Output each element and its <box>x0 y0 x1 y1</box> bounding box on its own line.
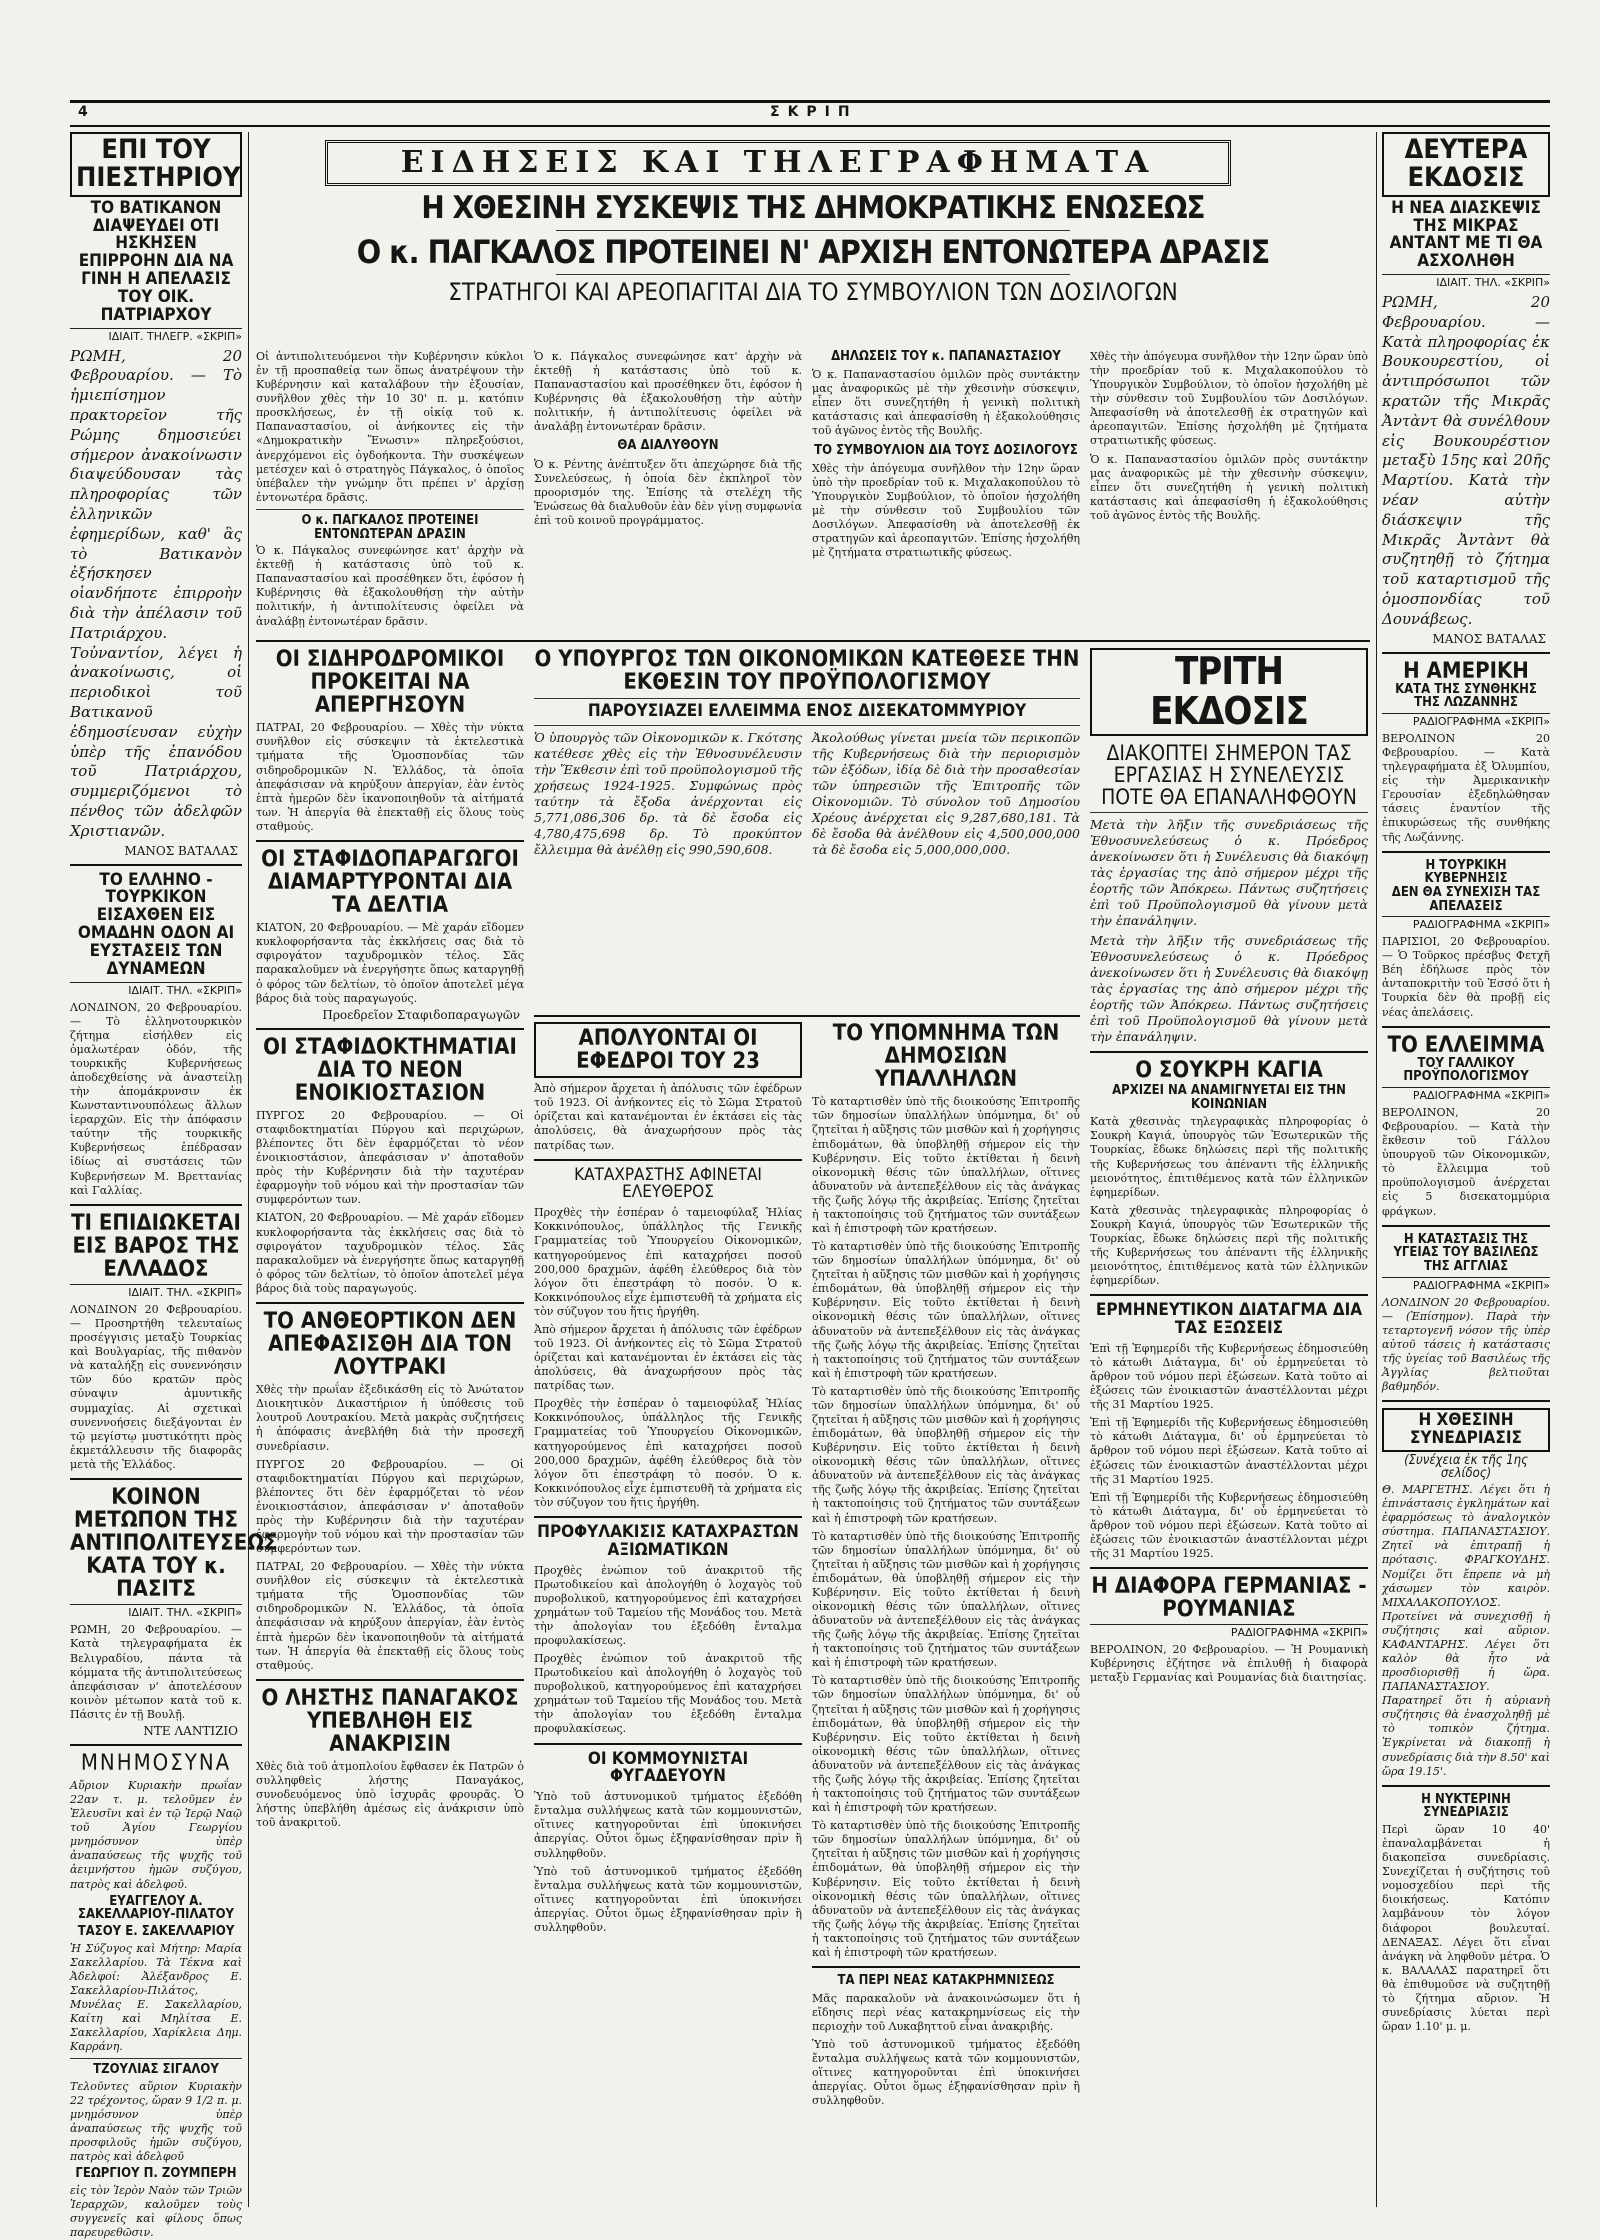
railway-headline: ΟΙ ΣΙΔΗΡΟΔΡΟΜΙΚΟΙ ΠΡΟΚΕΙΤΑΙ ΝΑ ΑΠΕΡΓΗΣΟΥΝ <box>275 647 505 719</box>
divider <box>812 1966 1080 1968</box>
third-edition-column <box>1090 648 1368 2208</box>
left-memorial-4-name: ΓΕΩΡΓΙΟΥ Π. ΖΟΥΜΠΕΡΗ <box>75 2166 237 2182</box>
divider <box>256 1028 524 1030</box>
embezzler-headline: ΚΑΤΑΧΡΑΣΤΗΣ ΑΦΙΝΕΤΑΙ ΕΛΕΥΘΕΡΟΣ <box>574 1164 762 1203</box>
right-signature-1: ΜΑΝΟΣ ΒΑΤΑΛΑΣ <box>1432 631 1546 646</box>
budget-subheadline: ΠΑΡΟΥΣΙΑΖΕΙ ΕΛΛΕΙΜΜΑ ΕΝΟΣ ΔΙΣΕΚΑΤΟΜΜΥΡΙΟΥ <box>587 701 1027 722</box>
reservists-headline: ΑΠΟΛΥΟΝΤΑΙ ΟΙ ΕΦΕΔΡΟΙ ΤΟΥ 23 <box>534 1022 802 1078</box>
divider <box>1090 812 1368 813</box>
turkish-gov-text: ΠΑΡΙΣΙΟΙ, 20 Φεβρουαρίου. — Ὁ Τοῦρκος πρέσβυς Φετχῆ Βέη ἐδήλωσε πρὸς τὸν ἀνταποκριτὴν τοῦ Ἐσσό ὅτι ἡ Τουρκία δὲν θὰ προβῇ εἰς νέας ἀπελάσεις. <box>1382 935 1550 1019</box>
main-headline: Η ΧΘΕΣΙΝΗ ΣΥΣΚΕΨΙΣ ΤΗΣ ΔΗΜΟΚΡΑΤΙΚΗΣ ΕΝΩΣΕΩΣ <box>421 190 1205 226</box>
landslide-text: Μᾶς παρακαλοῦν νὰ ἀνακοινώσωμεν ὅτι ἡ εἴδησις περὶ νέας κατακρημνίσεως εἰς τὴν περιοχὴν τοῦ Λυκαβηττοῦ εἶναι ἀνακριβής. <box>812 1991 1080 2033</box>
third-edition-text: Μετὰ τὴν λῆξιν τῆς συνεδριάσεως τῆς Ἐθνοσυνελεύσεως ὁ κ. Πρόεδρος ἀνεκοίνωσεν ὅτι ἡ Συνέλευσις θὰ διακόψῃ τὰς ἐργασίας της ἀπὸ σήμερον μέχρι τῆς ἑορτῆς τῶν Ἀπόκρεω. Πάντως συζητήσεις ἐπὶ τοῦ Προϋπολογισμοῦ θὰ γίνουν μετὰ τὴν ἐπανάληψιν. <box>1090 816 1368 928</box>
main-article-subhead-b: ΘΑ ΔΙΑΛΥΘΟΥΝ <box>617 438 719 454</box>
divider <box>534 1516 802 1518</box>
third-edition-headline: ΤΡΙΤΗ ΕΚΔΟΣΙΣ <box>1090 648 1368 736</box>
budget-article <box>534 648 1080 1008</box>
main-article-text-a: Ὁ κ. Πάγκαλος συνεφώνησε κατ' ἀρχὴν νὰ ἐκτεθῇ ἡ κατάστασις ὑπὸ τοῦ κ. Παπαναστασίου καὶ προσέθηκεν ὅτι, ἐφόσον ἡ Κυβέρνησις θὰ ἐξακολουθήσῃ τὴν αὐτὴν πολιτικήν, ἡ ἀντιπολίτευσις ὀφείλει νὰ ἀναλάβῃ ἐντονωτέραν δρᾶσιν. <box>256 544 524 628</box>
landslide-text-cont: Ὑπὸ τοῦ ἀστυνομικοῦ τμήματος ἐξεδόθη ἔνταλμα συλλήψεως κατὰ τῶν κομμουνιστῶν, οἵτινες κατηγοροῦνται ἐπὶ ὑποκινήσει ἀπεργίας. Οὗτοι ὅμως ἐξηφανίσθησαν πρὶν ἢ συλληφθοῦν. <box>812 2037 1080 2108</box>
raisin-owners-text-cont: ΚΙΑΤΟΝ, 20 Φεβρουαρίου. — Μὲ χαράν εἴδομεν κυκλοφορήσαντα τὰς ἐκκλήσεις σας διὰ τὸ σφιρογάτον ταχυδρομικὸν τέλος. Σᾶς παρακαλοῦμεν νὰ ἐνεργήσητε ὅπως καταργηθῇ ὁ φόρος τῶν δελτίων, τὸ ὁποῖον ἀποτελεῖ μέγα βάρος διὰ τοὺς παραγωγούς. <box>256 1211 524 1295</box>
right-byline-3: ΡΑΔΙΟΓΡΑΦΗΜΑ «ΣΚΡΙΠ» <box>1382 916 1550 931</box>
divider <box>1090 1567 1368 1569</box>
memorandum-text-cont-3: Τὸ καταρτισθὲν ὑπὸ τῆς διοικούσης Ἐπιτροπῆς τῶν δημοσίων ὑπαλλήλων ὑπόμνημα, δι' οὗ ζητεῖται ἡ αὔξησις τῶν μισθῶν καὶ ἡ χορήγησις ἐπιδομάτων, θὰ ὑποβληθῇ σήμερον εἰς τὴν Κυβέρνησιν. Εἰς τοῦτο ἐκτίθεται ἡ δεινὴ οἰκονομικὴ θέσις τῶν ὑπαλλήλων, οἵτινες ἀδυνατοῦν νὰ ἀντεπεξέλθουν εἰς τὰς ἀνάγκας τῆς ζωῆς λόγῳ τῆς ἀκριβείας. Ἐπίσης ζητεῖται ἡ τακτοποίησις τοῦ ζητήματος τῶν συντάξεων καὶ ἡ ἐπιστροφὴ τῶν κρατήσεων. <box>812 1529 1080 1670</box>
left-headline-2: ΤΟ ΕΛΛΗΝΟ - ΤΟΥΡΚΙΚΟΝ ΕΙΣΑΧΘΕΝ ΕΙΣ ΟΜΑΔΗΝ ΟΔΟΝ ΑΙ ΕΥΣΤΑΣΕΙΣ ΤΩΝ ΔΥΝΑΜΕΩΝ <box>77 869 235 979</box>
divider <box>1382 851 1550 853</box>
third-edition-text-cont: Μετὰ τὴν λῆξιν τῆς συνεδριάσεως τῆς Ἐθνοσυνελεύσεως ὁ κ. Πρόεδρος ἀνεκοίνωσεν ὅτι ἡ Συνέλευσις θὰ διακόψῃ τὰς ἐργασίας της ἀπὸ σήμερον μέχρι τῆς ἑορτῆς τῶν Ἀπόκρεω. Πάντως συζητήσεις ἐπὶ τοῦ Προϋπολογισμοῦ θὰ γίνουν μετὰ τὴν ἐπανάληψιν. <box>1090 932 1368 1044</box>
column-rule <box>248 132 249 2207</box>
night-session-text: Περὶ ὥραν 10 40' ἐπαναλαμβάνεται ἡ διακοπεῖσα συνεδρίασις. Συνεχίζεται ἡ συζήτησις τοῦ νομοσχεδίου περὶ τῆς διοικήσεως. Κατόπιν λαμβάνουν τὸν λόγον διάφοροι βουλευταί. ΔΕΝΑΞΑΣ. Λέγει ὅτι εἶναι ἀνάγκη νὰ ληφθοῦν μέτρα. Ὁ κ. ΒΑΛΑΛΑΣ παρατηρεῖ ὅτι θὰ ἐπιθυμοῦσε νὰ συζητηθῇ τὸ ζήτημα αὔριον. Ἡ συνεδρίασις λύεται περὶ ὥραν 1.10' μ. μ. <box>1382 1823 1550 2034</box>
main-article-text-d: Χθὲς τὴν ἀπόγευμα συνῆλθον τὴν 12ην ὥραν ὑπὸ τὴν προεδρίαν τοῦ κ. Μιχαλακοπούλου τὸ Ὑπουργικὸν Συμβούλιον, τὸ ὁποῖον ἠσχολήθη μὲ τὴν σύνθεσιν τοῦ Συμβουλίου τῶν Δοσιλόγων. Ἀπεφασίσθη νὰ ἀποτελεσθῇ ἐκ στρατηγῶν καὶ ἀρεοπαγιτῶν. Ἐπίσης ἠσχολήθη μὲ ζητήματα στρατιωτικῆς φύσεως. <box>812 461 1080 560</box>
divider <box>256 1302 524 1304</box>
raisin-owners-headline: ΟΙ ΣΤΑΦΙΔΟΚΤΗΜΑΤΙΑΙ ΔΙΑ ΤΟ ΝΕΟΝ ΕΝΟΙΚΙΟΣΤΑΣΙΟΝ <box>263 1034 517 1106</box>
decree-headline: ΕΡΜΗΝΕΥΤΙΚΟΝ ΔΙΑΤΑΓΜΑ ΔΙΑ ΤΑΣ ΕΞΩΣΕΙΣ <box>1095 1300 1363 1339</box>
left-byline-2: ΙΔΙΑΙΤ. ΤΗΛ. «ΣΚΡΙΠ» <box>70 982 242 997</box>
divider <box>70 2058 242 2059</box>
divider <box>70 1204 242 1206</box>
page-header-bar <box>70 100 1550 127</box>
main-article-text: Οἱ ἀντιπολιτευόμενοι τὴν Κυβέρνησιν κύκλοι ἐν τῇ προσπαθείᾳ των ὅπως ἀνατρέψουν τὴν Κυβέρνησιν καὶ καταλάβουν τὴν ἐξουσίαν, συνῆλθον χθὲς τὴν 10 30' π. μ. κατόπιν προσκλήσεως, ἐν τῇ οἰκίᾳ τοῦ κ. Παπαναστασίου, οἱ ἀνήκοντες εἰς τὴν «Δημοκρατικὴν Ἕνωσιν» πληρεξούσιοι, ἀνερχόμενοι εἰς ὀγδοήκοντα. Τὴν συσκέψεων μετέσχεν καὶ ὁ στρατηγὸς Πάγκαλος, ὁ ὁποῖος ὑπέβαλεν τὴν γνώμην ὅτι πρέπει ν' ἀρχίσῃ ἐντονωτέρα δρᾶσις. <box>256 350 524 504</box>
left-memorial-2-text: Ἡ Σύζυγος καὶ Μήτηρ: Μαρία Σακελλαρίου. Τὰ Τέκνα καὶ Ἀδελφοί: Ἀλέξανδρος Ε. Σακελλαρίου-Πιλάτος, Μυνέλας Ε. Σακελλαρίου, Καίτη καὶ Μηλίτσα Ε. Σακελλαρίου, Χαρίκλεια Δημ. Καρράνη. <box>70 1941 242 2054</box>
right-byline-5: ΡΑΔΙΟΓΡΑΦΗΜΑ «ΣΚΡΙΠ» <box>1382 1277 1550 1292</box>
main-article-subhead-a: Ο κ. ΠΑΓΚΑΛΟΣ ΠΡΟΤΕΙΝΕΙ ΕΝΤΟΝΩΤΕΡΑΝ ΔΡΑΣΙΝ <box>301 512 479 542</box>
left-subheadline-1: ΤΟ ΒΑΤΙΚΑΝΟΝ ΔΙΑΨΕΥΔΕΙ ΟΤΙ ΗΣΚΗΣΕΝ ΕΠΙΡΡΟΗΝ ΔΙΑ ΝΑ ΓΙΝΗ Η ΑΠΕΛΑΣΙΣ ΤΟΥ ΟΙΚ. ΠΑΤΡΙΑΡΧΟΥ <box>78 197 234 325</box>
deficit-text: ΒΕΡΟΛΙΝΟΝ, 20 Φεβρουαρίου. — Κατὰ τὴν ἔκθεσιν τοῦ Γάλλου ὑπουργοῦ τῶν Οἰκονομικῶν, τὸ ἔλλειμμα τοῦ προϋπολογισμοῦ ἀνέρχεται εἰς 5 δισεκατομμύρια φράγκων. <box>1382 1106 1550 1218</box>
soukri-subheadline: ΑΡΧΙΖΕΙ ΝΑ ΑΝΑΜΙΓΝΥΕΤΑΙ ΕΙΣ ΤΗΝ ΚΟΙΝΩΝΙΑΝ <box>1112 1083 1346 1112</box>
second-edition-headline: ΔΕΥΤΕΡΑ ΕΚΔΟΣΙΣ <box>1382 132 1550 197</box>
divider <box>1090 1051 1368 1053</box>
decree-text: Ἐπὶ τῇ Ἐφημερίδι τῆς Κυβερνήσεως ἐδημοσιεύθη τὸ κάτωθι Διάταγμα, δι' οὗ ἑρμηνεύεται τὸ ἄρθρον τοῦ νόμου περὶ ἐξώσεων. Κατὰ τοῦτο αἱ ἐξώσεις τῶν ἐνοικιαστῶν ἀναστέλλονται μέχρι τῆς 31 Μαρτίου 1925. <box>1090 1341 1368 1412</box>
railway-text: ΠΑΤΡΑΙ, 20 Φεβρουαρίου. — Χθὲς τὴν νύκτα συνῆλθον εἰς σύσκεψιν τὰ ἐκτελεστικὰ τμήματα τῆς Ὁμοσπονδίας τῶν σιδηροδρομικῶν Ν. Ἑλλάδος, τὰ ὁποῖα ἀπεφάσισαν νὰ κηρύξουν ἀπεργίαν, ἐὰν ἐντὸς ἑπτὰ ἡμερῶν δὲν ἱκανοποιηθοῦν τὰ αἰτήματά των. Ἡ ἀπεργία θὰ ἐπεκταθῇ εἰς ὅλους τοὺς σταθμούς. <box>256 721 524 833</box>
raisin-growers-signature: Προεδρεῖον Σταφιδοπαραγωγῶν <box>322 1007 520 1022</box>
detention-text-cont: Προχθὲς ἐνώπιον τοῦ ἀνακριτοῦ τῆς Πρωτοδικείου καὶ ἀπολογήθη ὁ λοχαγὸς τοῦ πυροβολικοῦ, κατηγορούμενος ἐπὶ καταχρήσει χρημάτων τοῦ Ταμείου τῆς Μονάδος του. Μετὰ τὴν ἀπολογίαν του ἐξεδόθη ἔνταλμα προφυλακίσεως. <box>534 1652 802 1736</box>
left-headline-3: ΤΙ ΕΠΙΔΙΩΚΕΤΑΙ ΕΙΣ ΒΑΡΟΣ ΤΗΣ ΕΛΛΑΔΟΣ <box>71 1210 241 1282</box>
divider <box>1382 1400 1550 1402</box>
left-signature-1: ΜΑΝΟΣ ΒΑΤΑΛΑΣ <box>124 843 238 858</box>
memorandum-headline: ΤΟ ΥΠΟΜΝΗΜΑ ΤΩΝ ΔΗΜΟΣΙΩΝ ΥΠΑΛΛΗΛΩΝ <box>832 1021 1060 1093</box>
main-article-text-c: Ὁ κ. Παπαναστασίου ὁμιλῶν πρὸς συντάκτην μας ἀναφορικῶς μὲ τὴν χθεσινὴν σύσκεψιν, εἶπεν ὅτι συνεζητήθη ἡ γενικὴ πολιτικὴ κατάστασις καὶ ἀπεφασίσθη ἡ ἐξακολούθησις τοῦ ἀγῶνος ἐντὸς τῆς Βουλῆς. <box>812 367 1080 437</box>
left-memorial-3-text: Τελοῦντες αὔριον Κυριακὴν 22 τρέχοντος, ὥραν 9 1/2 π. μ. μνημόσυνον ὑπὲρ ἀναπαύσεως τῆς ψυχῆς τοῦ προσφιλοῦς ἡμῶν συζύγου, πατρὸς καὶ ἀδελφοῦ <box>70 2079 242 2164</box>
embezzler-text: Προχθὲς τὴν ἑσπέραν ὁ ταμειοφύλαξ Ἡλίας Κοκκινόπουλος, ὑπάλληλος τῆς Γενικῆς Γραμματείας τοῦ Ὑπουργείου Οἰκονομικῶν, κατηγορούμενος ἐπὶ καταχρήσει ποσοῦ 200,000 δραχμῶν, ἀφέθη ἐλεύθερος διὰ τὸν λόγον ὅτι ἐπεστράφη τὸ ποσόν. Ὁ κ. Κοκκινόπουλος εἶχε ἐμπιστευθῆ τὰ χρήματα εἰς τὸν σύζυγον του ἥτις ἠργήθη. <box>534 1206 802 1318</box>
left-memorial-3-name: ΤΖΟΥΛΙΑΣ ΣΙΓΑΛΟΥ <box>93 2062 219 2078</box>
center-column-1 <box>256 648 524 2208</box>
left-byline-3: ΙΔΙΑΙΤ. ΤΗΛ. «ΣΚΡΙΠ» <box>70 1284 242 1299</box>
memorandum-text-cont-4: Τὸ καταρτισθὲν ὑπὸ τῆς διοικούσης Ἐπιτροπῆς τῶν δημοσίων ὑπαλλήλων ὑπόμνημα, δι' οὗ ζητεῖται ἡ αὔξησις τῶν μισθῶν καὶ ἡ χορήγησις ἐπιδομάτων, θὰ ὑποβληθῇ σήμερον εἰς τὴν Κυβέρνησιν. Εἰς τοῦτο ἐκτίθεται ἡ δεινὴ οἰκονομικὴ θέσις τῶν ὑπαλλήλων, οἵτινες ἀδυνατοῦν νὰ ἀντεπεξέλθουν εἰς τὰς ἀνάγκας τῆς ζωῆς λόγῳ τῆς ἀκριβείας. Ἐπίσης ζητεῖται ἡ τακτοποίησις τοῦ ζητήματος τῶν συντάξεων καὶ ἡ ἐπιστροφὴ τῶν κρατήσεων. <box>812 1674 1080 1815</box>
session-note: (Συνέχεια ἐκ τῆς 1ης σελίδος) <box>1404 1452 1528 1482</box>
main-article-col-2 <box>534 350 802 630</box>
night-session-headline: Η ΝΥΚΤΕΡΙΝΗ ΣΥΝΕΔΡΙΑΣΙΣ <box>1421 1791 1511 1821</box>
left-byline-4: ΙΔΙΑΙΤ. ΤΗΛ. «ΣΚΡΙΠ» <box>70 1604 242 1619</box>
soukri-text-cont: Κατὰ χθεσινὰς τηλεγραφικὰς πληροφορίας ὁ Σουκρὴ Καγιά, ὑπουργὸς τῶν Ἐσωτερικῶν τῆς Τουρκίας, ἔδωκε δηλώσεις περὶ τῆς πολιτικῆς τῆς Κυβερνήσεως του ἀπέναντι τῆς ἑλληνικῆς μειονότητος, ἐπιτιθέμενος κατὰ τῶν ἑλληνικῶν ἐφημερίδων. <box>1090 1203 1368 1288</box>
america-subheadline: ΚΑΤΑ ΤΗΣ ΣΥΝΘΗΚΗΣ ΤΗΣ ΛΩΖΑΝΝΗΣ <box>1395 681 1537 711</box>
divider <box>1382 1785 1550 1787</box>
right-byline-2: ΡΑΔΙΟΓΡΑΦΗΜΑ «ΣΚΡΙΠ» <box>1382 713 1550 728</box>
main-article-text-a2: Ὁ κ. Πάγκαλος συνεφώνησε κατ' ἀρχὴν νὰ ἐκτεθῇ ἡ κατάστασις ὑπὸ τοῦ κ. Παπαναστασίου καὶ προσέθηκεν ὅτι, ἐφόσον ἡ Κυβέρνησις θὰ ἐξακολουθήσῃ τὴν αὐτὴν πολιτικήν, ἡ ἀντιπολίτευσις ὀφείλει νὰ ἀναλάβῃ ἐντονωτέραν δρᾶσιν. <box>534 350 802 434</box>
main-article-subhead-c: ΔΗΛΩΣΕΙΣ ΤΟΥ κ. ΠΑΠΑΝΑΣΤΑΣΙΟΥ <box>831 349 1061 364</box>
loutraki-text-cont: ΠΥΡΓΟΣ 20 Φεβρουαρίου. — Οἱ σταφιδοκτηματίαι Πύργου καὶ περιχώρων, βλέποντες ὅτι δὲν ἐφαρμόζεται τὸ νέον ἐνοικιοστάσιον, ἀπεφάσισαν ν' ἀποταθοῦν πρὸς τὴν Κυβέρνησιν διὰ τὴν ταχυτέραν ἐφαρμογὴν τοῦ νόμου καὶ τὴν προστασίαν τῶν συμφερόντων των. <box>256 1457 524 1556</box>
loutraki-headline: ΤΟ ΑΝΘΕΟΡΤΙΚΟΝ ΔΕΝ ΑΠΕΦΑΣΙΣΘΗ ΔΙΑ ΤΟΝ ΛΟΥΤΡΑΚΙ <box>263 1308 517 1381</box>
left-memorials-heading: ΜΝΗΜΟΣΥΝΑ <box>80 1750 232 1776</box>
divider <box>1382 1225 1550 1227</box>
raisin-growers-headline: ΟΙ ΣΤΑΦΙΔΟΠΑΡΑΓΩΓΟΙ ΔΙΑΜΑΡΤΥΡΟΝΤΑΙ ΔΙΑ ΤΑ ΔΕΛΤΙΑ <box>261 846 519 919</box>
decree-text-cont-2: Ἐπὶ τῇ Ἐφημερίδι τῆς Κυβερνήσεως ἐδημοσιεύθη τὸ κάτωθι Διάταγμα, δι' οὗ ἑρμηνεύεται τὸ ἄρθρον τοῦ νόμου περὶ ἐξώσεων. Κατὰ τοῦτο αἱ ἐξώσεις τῶν ἐνοικιαστῶν ἀναστέλλονται μέχρι τῆς 31 Μαρτίου 1925. <box>1090 1490 1368 1561</box>
main-subheadline: Ο κ. ΠΑΓΚΑΛΟΣ ΠΡΟΤΕΙΝΕΙ Ν' ΑΡΧΙΣΗ ΕΝΤΟΝΩΤΕΡΑ ΔΡΑΣΙΣ <box>356 232 1270 271</box>
main-tertiary-headline: ΣΤΡΑΤΗΓΟΙ ΚΑΙ ΑΡΕΟΠΑΓΙΤΑΙ ΔΙΑ ΤΟ ΣΥΜΒΟΥΛΙΟΝ ΤΩΝ ΔΟΣΙΛΟΓΩΝ <box>448 278 1178 307</box>
divider <box>534 725 1080 726</box>
news-banner: ΕΙΔΗΣΕΙΣ ΚΑΙ ΤΗΛΕΓΡΑΦΗΜΑΤΑ <box>325 140 1231 186</box>
divider <box>256 1679 524 1681</box>
divider <box>534 1743 802 1745</box>
divider <box>1382 652 1550 654</box>
main-article-col-3 <box>812 350 1080 630</box>
divider <box>70 864 242 866</box>
raisin-owners-text: ΠΥΡΓΟΣ 20 Φεβρουαρίου. — Οἱ σταφιδοκτηματίαι Πύργου καὶ περιχώρων, βλέποντες ὅτι δὲν ἐφαρμόζεται τὸ νέον ἐνοικιοστάσιον, ἀπεφάσισαν ν' ἀποταθοῦν πρὸς τὴν Κυβέρνησιν διὰ τὴν ταχυτέραν ἐφαρμογὴν τοῦ νόμου καὶ τὴν προστασίαν τῶν συμφερόντων των. <box>256 1108 524 1207</box>
right-byline-1: ΙΔΙΑΙΤ. ΤΗΛ. «ΣΚΡΙΠ» <box>1382 274 1550 289</box>
america-text: ΒΕΡΟΛΙΝΟΝ 20 Φεβρουαρίου. — Κατὰ τηλεγραφήματα ἐξ Ὀλυμπίου, εἰς τὴν Ἀμερικανικὴν Γερουσίαν ἐξεδηλώθησαν τάσεις ἐναντίον τῆς ἐπικυρώσεως τῆς συνθήκης τῆς Λωζάννης. <box>1382 731 1550 844</box>
divider <box>534 698 1080 699</box>
main-article-col-1 <box>256 350 524 630</box>
embezzler-text-cont-2: Προχθὲς τὴν ἑσπέραν ὁ ταμειοφύλαξ Ἡλίας Κοκκινόπουλος, ὑπάλληλος τῆς Γενικῆς Γραμματείας τοῦ Ὑπουργείου Οἰκονομικῶν, κατηγορούμενος ἐπὶ καταχρήσει ποσοῦ 200,000 δραχμῶν, ἀφέθη ἐλεύθερος διὰ τὸν λόγον ὅτι ἐπεστράφη τὸ ποσόν. Ὁ κ. Κοκκινόπουλος εἶχε ἐμπιστευθῆ τὰ χρήματα εἰς τὸν σύζυγον του ἥτις ἠργήθη. <box>534 1397 802 1509</box>
loutraki-text: Χθὲς τὴν πρωΐαν ἐξεδικάσθη εἰς τὸ Ἀνώτατον Διοικητικὸν Δικαστήριον ἡ ὑπόθεσις τοῦ λουτροῦ Λουτρακίου. Μετὰ μακρὰς συζητήσεις ἡ ἀπόφασις ἀνεβλήθη διὰ τὴν προσεχῆ συνεδρίασιν. <box>256 1383 524 1453</box>
raisin-growers-text: ΚΙΑΤΟΝ, 20 Φεβρουαρίου. — Μὲ χαράν εἴδομεν κυκλοφορήσαντα τὰς ἐκκλήσεις σας διὰ τὸ σφιρογάτον ταχυδρομικὸν τέλος. Σᾶς παρακαλοῦμεν νὰ ἐνεργήσητε ὅπως καταργηθῇ ὁ φόρος τῶν δελτίων, τὸ ὁποῖον ἀποτελεῖ μέγα βάρος διὰ τοὺς παραγωγούς. <box>256 921 524 1005</box>
third-edition-subheadline: ΔΙΑΚΟΠΤΕΙ ΣΗΜΕΡΟΝ ΤΑΣ ΕΡΓΑΣΙΑΣ Η ΣΥΝΕΛΕΥΣΙΣ ΠΟΤΕ ΘΑ ΕΠΑΝΑΛΗΦΘΟΥΝ <box>1101 740 1357 809</box>
divider <box>556 274 1070 275</box>
budget-text-left: Ὁ ὑπουργὸς τῶν Οἰκονομικῶν κ. Γκότσης κατέθεσε χθὲς εἰς τὴν Ἐθνοσυνέλευσιν τὴν Ἔκθεσιν ἐπὶ τοῦ προϋπολογισμοῦ τῆς χρήσεως 1924-1925. Συμφώνως πρὸς ταύτην τὰ ἔξοδα ἀνέρχονται εἰς 5,771,086,306 δρ. τὰ δὲ ἔσοδα εἰς 4,780,475,698 δρ. Τὸ προκύπτον ἔλλειμμα θὰ ἀνέλθῃ εἰς 990,590,608. <box>534 730 802 858</box>
deficit-headline: ΤΟ ΕΛΛΕΙΜΜΑ <box>1387 1032 1545 1058</box>
main-headline-block <box>256 192 1370 342</box>
detention-headline: ΠΡΟΦΥΛΑΚΙΣΙΣ ΚΑΤΑΧΡΑΣΤΩΝ ΑΞΙΩΜΑΤΙΚΩΝ <box>537 1521 799 1560</box>
soukri-headline: Ο ΣΟΥΚΡΗ ΚΑΓΙΑ <box>1135 1057 1323 1083</box>
memorandum-text-cont-5: Τὸ καταρτισθὲν ὑπὸ τῆς διοικούσης Ἐπιτροπῆς τῶν δημοσίων ὑπαλλήλων ὑπόμνημα, δι' οὗ ζητεῖται ἡ αὔξησις τῶν μισθῶν καὶ ἡ χορήγησις ἐπιδομάτων, θὰ ὑποβληθῇ σήμερον εἰς τὴν Κυβέρνησιν. Εἰς τοῦτο ἐκτίθεται ἡ δεινὴ οἰκονομικὴ θέσις τῶν ὑπαλλήλων, οἵτινες ἀδυνατοῦν νὰ ἀντεπεξέλθουν εἰς τὰς ἀνάγκας τῆς ζωῆς λόγῳ τῆς ἀκριβείας. Ἐπίσης ζητεῖται ἡ τακτοποίησις τοῦ ζητήματος τῶν συντάξεων καὶ ἡ ἐπιστροφὴ τῶν κρατήσεων. <box>812 1819 1080 1959</box>
memorandum-text-cont: Τὸ καταρτισθὲν ὑπὸ τῆς διοικούσης Ἐπιτροπῆς τῶν δημοσίων ὑπαλλήλων ὑπόμνημα, δι' οὗ ζητεῖται ἡ αὔξησις τῶν μισθῶν καὶ ἡ χορήγησις ἐπιδομάτων, θὰ ὑποβληθῇ σήμερον εἰς τὴν Κυβέρνησιν. Εἰς τοῦτο ἐκτίθεται ἡ δεινὴ οἰκονομικὴ θέσις τῶν ὑπαλλήλων, οἵτινες ἀδυνατοῦν νὰ ἀντεπεξέλθουν εἰς τὰς ἀνάγκας τῆς ζωῆς λόγῳ τῆς ἀκριβείας. Ἐπίσης ζητεῖται ἡ τακτοποίησις τοῦ ζητήματος τῶν συντάξεων καὶ ἡ ἐπιστροφὴ τῶν κρατήσεων. <box>812 1240 1080 1380</box>
divider <box>534 1015 1080 1017</box>
germany-romania-text: ΒΕΡΟΛΙΝΟΝ, 20 Φεβρουαρίου. — Ἡ Ρουμανικὴ Κυβέρνησις ἐζήτησε νὰ ἐπιλυθῇ ἡ διαφορὰ μεταξὺ Γερμανίας καὶ Ρουμανίας διὰ διαιτησίας. <box>1090 1643 1368 1685</box>
turkish-gov-headline: Η ΤΟΥΡΚΙΚΗ ΚΥΒΕΡΝΗΣΙΣ <box>1424 857 1508 887</box>
divider <box>256 840 524 842</box>
left-headline-1: ΕΠΙ ΤΟΥ ΠΙΕΣΤΗΡΙΟΥ <box>70 132 242 197</box>
america-headline: Η ΑΜΕΡΙΚΗ <box>1403 658 1529 684</box>
left-article-1-text: ΡΩΜΗ, 20 Φεβρουαρίου. — Τὸ ἡμιεπίσημον πρακτορεῖον τῆς Ρώμης δημοσιεύει σήμερον ἀνακοίνωσιν διαψεύδουσαν τὰς πληροφορίας τῶν ἑλληνικῶν ἐφημερίδων, καθ' ἃς τὸ Βατικανὸν ἐξήσκησεν οἱανδήποτε ἐπιρροὴν διὰ τὴν ἀπέλασιν τοῦ Πατριάρχου. Τοὐναντίον, λέγει ἡ ἀνακοίνωσις, οἱ περιοδικοὶ τοῦ Βατικανοῦ ἐδημοσίευσαν εὐχὴν ὑπὲρ τῆς ἐπανόδου τοῦ Πατριάρχου, συμμεριζόμενοι τὸ πένθος τῶν ἀδελφῶν Χριστιανῶν. <box>70 346 242 840</box>
germany-romania-byline: ΡΑΔΙΟΓΡΑΦΗΜΑ «ΣΚΡΙΠ» <box>1090 1624 1368 1639</box>
divider <box>534 1159 802 1161</box>
main-article-subhead-d: ΤΟ ΣΥΜΒΟΥΛΙΟΝ ΔΙΑ ΤΟΥΣ ΔΟΣΙΛΟΓΟΥΣ <box>814 443 1078 459</box>
divider <box>1090 1294 1368 1296</box>
germany-romania-headline: Η ΔΙΑΦΟΡΑ ΓΕΡΜΑΝΙΑΣ - ΡΟΥΜΑΝΙΑΣ <box>1091 1574 1367 1623</box>
left-article-3-text: ΛΟΝΔΙΝΟΝ 20 Φεβρουαρίου. — Προσηρτήθη τελευταίως προσέγγισις μεταξὺ Τουρκίας καὶ Βουλγαρίας, τῆς πιθανὸν νὰ καταλήξῃ εἰς συνεννόησιν τῶν δύο κρατῶν πρὸς σύναψιν ἀμυντικῆς συμμαχίας. Αἱ σχετικαὶ συνεννοήσεις διεξάγονται ἐν τῷ μεγίστῳ μυστικότητι πρὸς ἐκμετάλλευσιν τῆς διαφορᾶς μετὰ τῆς Ἑλλάδος. <box>70 1302 242 1471</box>
left-memorial-4-text: εἰς τὸν Ἱερὸν Ναὸν τῶν Τριῶν Ἱεραρχῶν, καλοῦμεν τοὺς συγγενεῖς καὶ φίλους ὅπως παρευρεθῶσιν. <box>70 2183 242 2240</box>
left-byline-1: ΙΔΙΑΙΤ. ΤΗΛΕΓΡ. «ΣΚΡΙΠ» <box>70 328 242 343</box>
main-article-text-c2: Ὁ κ. Παπαναστασίου ὁμιλῶν πρὸς συντάκτην μας ἀναφορικῶς μὲ τὴν χθεσινὴν σύσκεψιν, εἶπεν ὅτι συνεζητήθη ἡ γενικὴ πολιτικὴ κατάστασις καὶ ἀπεφασίσθη ἡ ἐξακολούθησις τοῦ ἀγῶνος ἐντὸς τῆς Βουλῆς. <box>1090 452 1368 522</box>
communists-headline: ΟΙ ΚΟΜΜΟΥΝΙΣΤΑΙ ΦΥΓΑΔΕΥΟΥΝ <box>587 1748 749 1787</box>
left-memorial-1-text: Αὔριον Κυριακὴν πρωΐαν 22αν τ. μ. τελοῦμεν ἐν Ἐλευσῖνι καὶ ἐν τῷ Ἱερῷ Ναῷ τοῦ Ἁγίου Γεωργίου μνημόσυνον ὑπὲρ ἀναπαύσεως τῆς ψυχῆς τοῦ ἀειμνήστου ἡμῶν συζύγου, πατρὸς καὶ ἀδελφοῦ. <box>70 1779 242 1891</box>
king-health-text: ΛΟΝΔΙΝΟΝ 20 Φεβρουαρίου. — (Ἐπίσημον). Παρὰ τὴν τεταρτογενῆ νόσον τῆς ὑπὲρ αὐτοῦ τάσεις ἡ κατάστασις τῆς ὑγείας τοῦ Βασιλέως τῆς Ἀγγλίας βελτιοῦται βαθμηδόν. <box>1382 1295 1550 1394</box>
right-column <box>1382 132 1550 2207</box>
second-edition-subheadline: Η ΝΕΑ ΔΙΑΣΚΕΨΙΣ ΤΗΣ ΜΙΚΡΑΣ ΑΝΤΑΝΤ ΜΕ ΤΙ ΘΑ ΑΣΧΟΛΗΘΗ <box>1389 197 1543 272</box>
turkish-gov-subheadline: ΔΕΝ ΘΑ ΣΥΝΕΧΙΣΗ ΤΑΣ ΑΠΕΛΑΣΕΙΣ <box>1391 884 1541 914</box>
communists-text-cont: Ὑπὸ τοῦ ἀστυνομικοῦ τμήματος ἐξεδόθη ἔνταλμα συλλήψεως κατὰ τῶν κομμουνιστῶν, οἵτινες κατηγοροῦνται ἐπὶ ὑποκινήσει ἀπεργίας. Οὗτοι ὅμως ἐξηφανίσθησαν πρὶν ἢ συλληφθοῦν. <box>534 1864 802 1934</box>
paper-name: ΣΚΡΙΠ <box>770 104 858 120</box>
left-article-2-text: ΛΟΝΔΙΝΟΝ, 20 Φεβρουαρίου. — Τὸ ἑλληνοτουρκικὸν ζήτημα εἰσήλθεν εἰς ὁμαλωτέραν ὁδόν, τῆς τουρκικῆς Κυβερνήσεως ἀποδεχθείσης νὰ ἀναστείλῃ τὴν ἀπομάκρυνσιν ἐκ Κωνσταντινουπόλεως ἄλλων ἱεραρχῶν. Εἰς τὴν ἀπόφασιν ταύτην τῆς τουρκικῆς Κυβερνήσεως ἐπέδρασαν ἰδίως αἱ συστάσεις τῶν Κυβερνήσεων Μ. Βρεττανίας καὶ Γαλλίας. <box>70 1000 242 1197</box>
divider <box>70 1478 242 1480</box>
center-column-3 <box>812 1022 1080 2208</box>
main-article-text-b: Ὁ κ. Ρέντης ἀνέπτυξεν ὅτι ἀπεχώρησε διὰ τῆς Συνελεύσεως, ἡ ὁποία δὲν ἐκπληροῖ τὸν προορισμόν της. Ἐπίσης τὰ στελέχη τῆς Ἑνώσεως θὰ διαλυθοῦν ἐὰν δὲν γίνῃ συμφωνία ἐπὶ τοῦ κοινοῦ προγράμματος. <box>534 458 802 528</box>
divider <box>256 509 524 510</box>
memorandum-text-cont-2: Τὸ καταρτισθὲν ὑπὸ τῆς διοικούσης Ἐπιτροπῆς τῶν δημοσίων ὑπαλλήλων ὑπόμνημα, δι' οὗ ζητεῖται ἡ αὔξησις τῶν μισθῶν καὶ ἡ χορήγησις ἐπιδομάτων, θὰ ὑποβληθῇ σήμερον εἰς τὴν Κυβέρνησιν. Εἰς τοῦτο ἐκτίθεται ἡ δεινὴ οἰκονομικὴ θέσις τῶν ὑπαλλήλων, οἵτινες ἀδυνατοῦν νὰ ἀντεπεξέλθουν εἰς τὰς ἀνάγκας τῆς ζωῆς λόγῳ τῆς ἀκριβείας. Ἐπίσης ζητεῖται ἡ τακτοποίησις τοῦ ζητήματος τῶν συντάξεων καὶ ἡ ἐπιστροφὴ τῶν κρατήσεων. <box>812 1384 1080 1525</box>
left-column <box>70 132 278 2240</box>
landslide-headline: ΤΑ ΠΕΡΙ ΝΕΑΣ ΚΑΤΑΚΡΗΜΝΙΣΕΩΣ <box>837 1972 1055 1988</box>
right-article-1-text: ΡΩΜΗ, 20 Φεβρουαρίου. — Κατὰ πληροφορίας ἐκ Βουκουρεστίου, οἱ ἀντιπρόσωποι τῶν κρατῶν τῆς Μικρᾶς Ἀντὰντ θὰ συνέλθουν εἰς Βουκουρέστιον μεταξὺ 15ης καὶ 20ῆς Μαρτίου. Κατὰ τὴν νέαν αὐτὴν διάσκεψιν τῆς Μικρᾶς Ἀντὰντ θὰ συζητηθῇ τὸ ζήτημα τοῦ καταρτισμοῦ τῆς ὁμοσπονδίας τοῦ Δουνάβεως. <box>1382 293 1550 628</box>
main-article-col-4 <box>1090 350 1368 630</box>
king-health-headline: Η ΚΑΤΑΣΤΑΣΙΣ ΤΗΣ ΥΓΕΙΑΣ ΤΟΥ ΒΑΣΙΛΕΩΣ ΤΗΣ ΑΓΓΛΙΑΣ <box>1393 1231 1539 1274</box>
session-text: Θ. ΜΑΡΓΕΤΗΣ. Λέγει ὅτι ἡ ἐπινάστασις ἐγκλημάτων καὶ ἐφαρμόσεως τὸ ἀναλογικὸν σύστημα. ΠΑΠΑΝΑΣΤΑΣΙΟΥ. Ζητεῖ νὰ ἐπιτραπῇ ἡ πρότασις. ΦΡΑΓΚΟΥΔΗΣ. Νομίζει ὅτι ἔπρεπε νὰ μὴ χάσωμεν τὸν καιρὸν. ΜΙΧΑΛΑΚΟΠΟΥΛΟΣ. Προτείνει νὰ συνεχισθῇ ἡ συζήτησις καὶ αὔριον. ΚΑΦΑΝΤΑΡΗΣ. Λέγει ὅτι καλὸν θὰ ἦτο νὰ προσδιορισθῇ ἡ ὥρα. ΠΑΠΑΝΑΣΤΑΣΙΟΥ. Παρατηρεῖ ὅτι ἡ αὐριανὴ συζήτησις θὰ ἐνασχοληθῇ μὲ τὸ τοπικὸν ζήτημα. Ἐγκρίνεται νὰ διακοπῇ ἡ συνεδρίασις διὰ τὴν 8.50' καὶ ὥρα 19.15'. <box>1382 1483 1550 1778</box>
decree-text-cont: Ἐπὶ τῇ Ἐφημερίδι τῆς Κυβερνήσεως ἐδημοσιεύθη τὸ κάτωθι Διάταγμα, δι' οὗ ἑρμηνεύεται τὸ ἄρθρον τοῦ νόμου περὶ ἐξώσεων. Κατὰ τοῦτο αἱ ἐξώσεις τῶν ἐνοικιαστῶν ἀναστέλλονται μέχρι τῆς 31 Μαρτίου 1925. <box>1090 1416 1368 1486</box>
memorandum-text: Τὸ καταρτισθὲν ὑπὸ τῆς διοικούσης Ἐπιτροπῆς τῶν δημοσίων ὑπαλλήλων ὑπόμνημα, δι' οὗ ζητεῖται ἡ αὔξησις τῶν μισθῶν καὶ ἡ χορήγησις ἐπιδομάτων, θὰ ὑποβληθῇ σήμερον εἰς τὴν Κυβέρνησιν. Εἰς τοῦτο ἐκτίθεται ἡ δεινὴ οἰκονομικὴ θέσις τῶν ὑπαλλήλων, οἵτινες ἀδυνατοῦν νὰ ἀντεπεξέλθουν εἰς τὰς ἀνάγκας τῆς ζωῆς λόγῳ τῆς ἀκριβείας. Ἐπίσης ζητεῖται ἡ τακτοποίησις τοῦ ζητήματος τῶν συντάξεων καὶ ἡ ἐπιστροφὴ τῶν κρατήσεων. <box>812 1095 1080 1235</box>
deficit-subheadline: ΤΟΥ ΓΑΛΛΙΚΟΥ ΠΡΟΫΠΟΛΟΓΙΣΜΟΥ <box>1403 1055 1529 1085</box>
right-byline-4: ΡΑΔΙΟΓΡΑΦΗΜΑ «ΣΚΡΙΠ» <box>1382 1087 1550 1102</box>
main-article-text-d2: Χθὲς τὴν ἀπόγευμα συνῆλθον τὴν 12ην ὥραν ὑπὸ τὴν προεδρίαν τοῦ κ. Μιχαλακοπούλου τὸ Ὑπουργικὸν Συμβούλιον, τὸ ὁποῖον ἠσχολήθη μὲ τὴν σύνθεσιν τοῦ Συμβουλίου τῶν Δοσιλόγων. Ἀπεφασίσθη νὰ ἀποτελεσθῇ ἐκ στρατηγῶν καὶ ἀρεοπαγιτῶν. Ἐπίσης ἠσχολήθη μὲ ζητήματα στρατιωτικῆς φύσεως. <box>1090 350 1368 448</box>
left-article-4-text: ΡΩΜΗ, 20 Φεβρουαρίου. — Κατὰ τηλεγραφήματα ἐκ Βελιγραδίου, πάντα τὰ κόμματα τῆς ἀντιπολιτεύσεως ἀπεφάσισαν ν' ἀποτελέσουν κοινὸν μέτωπον κατὰ τοῦ κ. Πάσιτς ἐν τῇ Βουλῇ. <box>70 1623 242 1721</box>
divider <box>556 230 1070 231</box>
left-memorial-2-name: ΤΑΣΟΥ Ε. ΣΑΚΕΛΛΑΡΙΟΥ <box>77 1923 235 1939</box>
loutraki-text-cont-2: ΠΑΤΡΑΙ, 20 Φεβρουαρίου. — Χθὲς τὴν νύκτα συνῆλθον εἰς σύσκεψιν τὰ ἐκτελεστικὰ τμήματα τῆς Ὁμοσπονδίας τῶν σιδηροδρομικῶν Ν. Ἑλλάδος, τὰ ὁποῖα ἀπεφάσισαν νὰ κηρύξουν ἀπεργίαν, ἐὰν ἐντὸς ἑπτὰ ἡμερῶν δὲν ἱκανοποιηθοῦν τὰ αἰτήματά των. Ἡ ἀπεργία θὰ ἐπεκταθῇ εἰς ὅλους τοὺς σταθμούς. <box>256 1560 524 1672</box>
soukri-text: Κατὰ χθεσινὰς τηλεγραφικὰς πληροφορίας ὁ Σουκρὴ Καγιά, ὑπουργὸς τῶν Ἐσωτερικῶν τῆς Τουρκίας, ἔδωκε δηλώσεις περὶ τῆς πολιτικῆς τῆς Κυβερνήσεως του ἀπέναντι τῆς ἑλληνικῆς μειονότητος, ἐπιτιθέμενος κατὰ τῶν ἑλληνικῶν ἐφημερίδων. <box>1090 1115 1368 1199</box>
divider <box>1382 1026 1550 1028</box>
budget-headline: Ο ΥΠΟΥΡΓΟΣ ΤΩΝ ΟΙΚΟΝΟΜΙΚΩΝ ΚΑΤΕΘΕΣΕ ΤΗΝ ΕΚΘΕΣΙΝ ΤΟΥ ΠΡΟΫΠΟΛΟΓΙΣΜΟΥ <box>534 647 1080 696</box>
page-frame <box>70 100 1550 2240</box>
budget-text-right: Ἀκολούθως γίνεται μνεία τῶν περικοπῶν τῆς Κυβερνήσεως διὰ τὴν περιορισμὸν τῶν ἐξόδων, ἰδίᾳ δὲ διὰ τὴν προσαθεσίαν τῶν ὑπηρεσιῶν τῆς Ἐπιτροπῆς τῶν Οἰκονομιῶν. Τὸ σύνολον τοῦ Δημοσίου Χρέους ἀνέρχεται εἰς 9,287,680,181. Τὰ δὲ ἔσοδα θὰ ἀνέλθουν εἰς 4,500,000,000 τὰ δὲ ἔσοδα εἰς 5,000,000,000. <box>812 730 1080 858</box>
column-rule <box>1376 132 1377 2207</box>
embezzler-text-cont: Ἀπὸ σήμερον ἄρχεται ἡ ἀπόλυσις τῶν ἐφέδρων τοῦ 1923. Οἱ ἀνήκοντες εἰς τὸ Σῶμα Στρατοῦ ὁρίζεται καὶ κατανέμονται ἐν ἐκτάσει εἰς τὰς ἀπολύσεις, θὰ ἀναχωρήσουν πρὸς τὰς πατρίδας των. <box>534 1322 802 1393</box>
divider <box>70 1744 242 1746</box>
bandit-headline: Ο ΛΗΣΤΗΣ ΠΑΝΑΓΑΚΟΣ ΥΠΕΒΛΗΘΗ ΕΙΣ ΑΝΑΚΡΙΣΙΝ <box>261 1685 519 1757</box>
divider <box>256 640 1370 642</box>
bandit-text: Χθὲς διὰ τοῦ ἀτμοπλοίου ἔφθασεν ἐκ Πατρῶν ὁ συλληφθεὶς λήστης Παναγάκος, συνοδευόμενος ὑπὸ ἰσχυρᾶς φρουρᾶς. Ὁ λήστης ὑπεβλήθη ἀμέσως εἰς ἀνάκρισιν ὑπὸ τοῦ ἀνακριτοῦ. <box>256 1760 524 1830</box>
page-number: 4 <box>78 104 88 120</box>
left-memorial-1-name: ΕΥΑΓΓΕΛΟΥ Α. ΣΑΚΕΛΛΑΡΙΟΥ-ΠΙΛΑΤΟΥ <box>77 1893 235 1923</box>
left-signature-4: ΝΤΕ ΛΑΝΤΙΖΙΟ <box>143 1723 238 1738</box>
left-headline-4: ΚΟΙΝΟΝ ΜΕΤΩΠΟΝ ΤΗΣ ΑΝΤΙΠΟΛΙΤΕΥΣΕΩΣ ΚΑΤΑ ΤΟΥ κ. ΠΑΣΙΤΣ <box>70 1484 278 1603</box>
communists-text: Ὑπὸ τοῦ ἀστυνομικοῦ τμήματος ἐξεδόθη ἔνταλμα συλλήψεως κατὰ τῶν κομμουνιστῶν, οἵτινες κατηγοροῦνται ἐπὶ ὑποκινήσει ἀπεργίας. Οὗτοι ὅμως ἐξηφανίσθησαν πρὶν ἢ συλληφθοῦν. <box>534 1790 802 1860</box>
reservists-text: Ἀπὸ σήμερον ἄρχεται ἡ ἀπόλυσις τῶν ἐφέδρων τοῦ 1923. Οἱ ἀνήκοντες εἰς τὸ Σῶμα Στρατοῦ ὁρίζεται καὶ κατανέμονται ἐν ἐκτάσει εἰς τὰς ἀπολύσεις, θὰ ἀναχωρήσουν πρὸς τὰς πατρίδας των. <box>534 1082 802 1152</box>
detention-text: Προχθὲς ἐνώπιον τοῦ ἀνακριτοῦ τῆς Πρωτοδικείου καὶ ἀπολογήθη ὁ λοχαγὸς τοῦ πυροβολικοῦ, κατηγορούμενος ἐπὶ καταχρήσει χρημάτων τοῦ Ταμείου τῆς Μονάδος του. Μετὰ τὴν ἀπολογίαν του ἐξεδόθη ἔνταλμα προφυλακίσεως. <box>534 1563 802 1647</box>
session-headline: Η ΧΘΕΣΙΝΗ ΣΥΝΕΔΡΙΑΣΙΣ <box>1382 1408 1550 1452</box>
center-column-2 <box>534 1022 802 2208</box>
